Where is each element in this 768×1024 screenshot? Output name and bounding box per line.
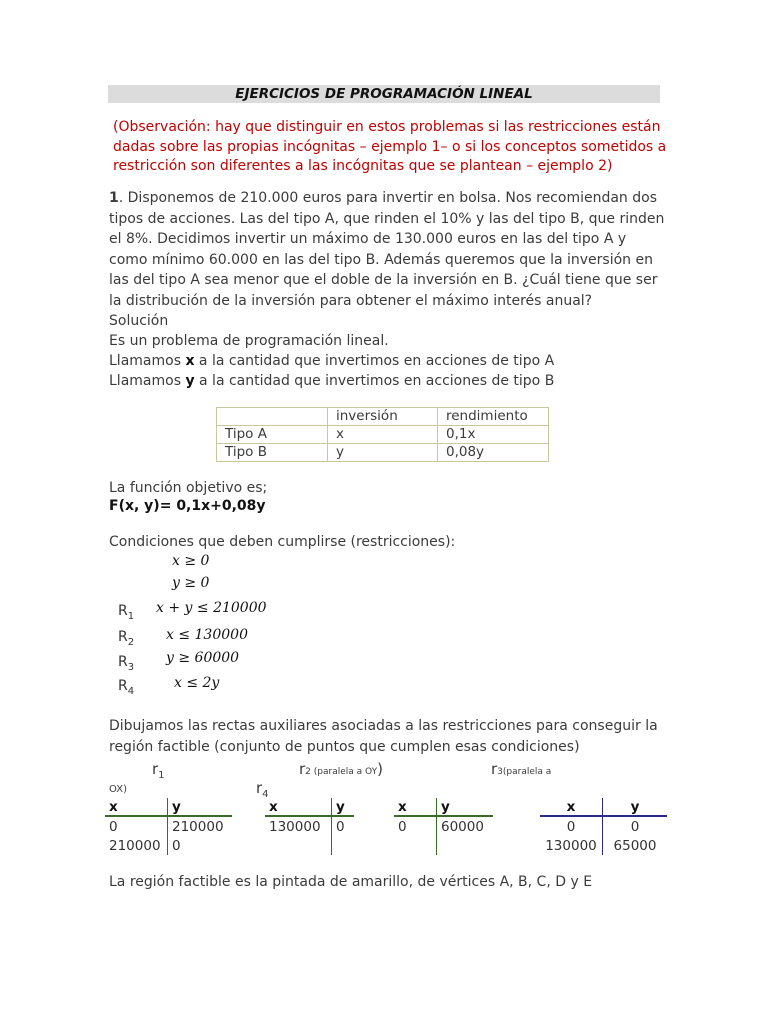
feasible-region-text: La región factible es la pintada de amarillo, de vértices A, B, C, D y E: [109, 874, 593, 890]
table-header: [217, 408, 328, 426]
constraint-y-nonneg: y ≥ 0: [172, 575, 210, 591]
r2-label: $R_2$: [118, 629, 135, 648]
line-r4-label: $r_4$: [256, 779, 269, 800]
r1-points-table: x y 0 210000 210000 0: [105, 798, 232, 855]
table-header: rendimiento: [438, 408, 549, 426]
table-row: 0 210000: [105, 816, 232, 836]
r3-points-table: x y 0 60000: [394, 798, 493, 855]
page-title: EJERCICIOS DE PROGRAMACIÓN LINEAL: [108, 85, 660, 103]
table-row: 130000 0: [265, 816, 354, 836]
r1-label: $R_1$: [118, 603, 135, 622]
objective-label: La función objetivo es;: [109, 480, 268, 496]
r4-label: $R_4$: [118, 678, 135, 697]
observation-note: (Observación: hay que distinguir en estos problemas si las restricciones están dadas sobre las propias incógnitas – ejemplo 1– o si los conceptos sometidos a restricción son diferentes a las incógnitas que se plantean – ejemplo 2): [113, 119, 667, 174]
conditions-label: Condiciones que deben cumplirse (restricciones):: [109, 534, 456, 550]
line-r3-label: r3(paralela a: [491, 760, 552, 778]
table-row: [265, 836, 354, 855]
line-r2-label: r2 (paralela a OY): [299, 760, 383, 778]
solution-intro: Es un problema de programación lineal.: [109, 333, 389, 349]
table-row: Tipo A x 0,1x: [217, 426, 549, 444]
line-r1-label: $r_1$: [152, 760, 165, 781]
r4-points-table: x y 0 0 130000 65000: [540, 798, 667, 855]
table-row: [394, 836, 493, 855]
r3-label: $R_3$: [118, 654, 135, 673]
variable-x-definition: Llamamos x a la cantidad que invertimos en acciones de tipo A: [109, 353, 555, 369]
problem-statement: [109, 188, 669, 311]
auxiliary-lines-text: Dibujamos las rectas auxiliares asociadas a las restricciones para conseguir la región factible (conjunto de puntos que cumplen esas condiciones): [109, 718, 658, 755]
solution-heading: Solución: [109, 313, 169, 329]
objective-function: F(x, y)= 0,1x+0,08y: [109, 498, 266, 514]
variable-y-definition: Llamamos y a la cantidad que invertimos en acciones de tipo B: [109, 373, 555, 389]
r2-points-table: x y 130000 0: [265, 798, 354, 855]
constraint-x-nonneg: x ≥ 0: [172, 553, 210, 569]
table-row: 130000 65000: [540, 836, 667, 855]
constraint-r2: x ≤ 130000: [166, 627, 248, 643]
investment-table: [216, 407, 549, 462]
table-row: 0 0: [540, 816, 667, 836]
problem-number: 1: [109, 190, 119, 206]
table-row: 210000 0: [105, 836, 232, 855]
problem-text: . Disponemos de 210.000 euros para invertir en bolsa. Nos recomiendan dos tipos de acciones. Las del tipo A, que rinden el 10% y las del tipo B, que rinden el 8%. Decidimos invertir un máximo de 130.000 euros en las del tipo A y como mínimo 60.000 en las del tipo B. Además queremos que la inversión en las del tipo A sea menor que el doble de la inversión en B. ¿Cuál tiene que ser la distribución de la inversión para obtener el máximo interés anual?: [109, 190, 665, 309]
constraint-r3: y ≥ 60000: [166, 650, 240, 666]
table-row: 0 60000: [394, 816, 493, 836]
table-row: Tipo B y 0,08y: [217, 444, 549, 462]
constraint-r1: x + y ≤ 210000: [156, 600, 267, 616]
constraint-r4: x ≤ 2y: [174, 675, 220, 691]
table-header: inversión: [328, 408, 438, 426]
ox-label: OX): [109, 784, 127, 795]
